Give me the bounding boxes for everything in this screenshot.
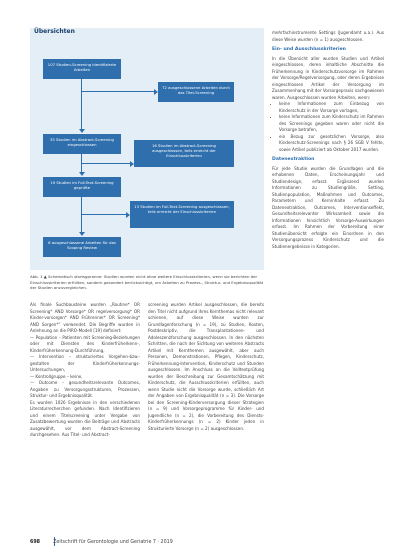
arrow-line bbox=[81, 163, 130, 164]
text-column-2 bbox=[148, 302, 264, 432]
text-column-1 bbox=[30, 302, 140, 439]
flow-box-excluded-title: 72 ausgeschlossene Arbeiten durch das Titel-Screening bbox=[158, 82, 234, 102]
arrow-head bbox=[79, 129, 85, 133]
list-item: • ein Bezug zur gesetzlichen Vorsorge, also Kinderschutz-Screenings nach § 26 SGB V fehlte, sowie Artikel publiziert ab Oktober 2017 wurden. bbox=[279, 134, 384, 154]
figure-caption: Abb. 1 ▲ Schematisch sfortsgpranne: Studien wurden nicht ohne weitere Einschlusskriterien, wenn sie berichten der Einschlusskriterien erfüllten, sondern gesondert berücksichtigt, um Arbeiten zu Prozess-, Struktur- und Ergebnisqualität der Studien anzuvergleichen. bbox=[30, 274, 264, 291]
arrow-line bbox=[81, 197, 82, 233]
list-item: — Outcome – gesundheitsrelevante Outcomes, Angaben zu Versorgungsstrukturen, Prozessen, Struktur- und Ergebnisqualität. bbox=[30, 380, 140, 398]
list-item: • keine Informationen zum Kinderschutz im Rahmen des Screenings gegeben waren oder nicht die Vorsorge betrafen, bbox=[279, 114, 384, 134]
arrow-head bbox=[130, 161, 134, 167]
arrow-head bbox=[154, 89, 158, 95]
list-item: • keine Informationen zum Einbezug von Kinderschutz in der Vorsorge vorlagen, bbox=[279, 101, 384, 114]
list-item: — Population – Patienten mit Screening-Beziehungen oder mit Diensten des Kinderfrüherkenn-, Kinderfrüherkennung-Durchführung, bbox=[30, 334, 140, 353]
paragraph: screening wurden Artikel ausgeschlossen, die bereits den Titel nicht aufgrund ihres Kernthemas nicht relevant schienen, auf diese Weise wurden zur Grundlagenforschung (n = 19), zu Studien, Kosten, Postdeskriptiv, die Transplantationen- und Adoleszenzforschung ausgeschlossen. In den nächsten Schritten, die nach der Sichtung von weiteren Abstracts Artikel mit Kernthemen ausgewählt, aber auch Personen, Demonstrationen, Pflegen, Kinderschutz, Früherkennung-Intervention, Kinderschutz und Stunden ausgeschlossen. Im Anschluss an die Volltextprüfung wurden der Beschreibung zur Gesamtschätzung mit Kinderschutz, die Ausschlusskriterien erfüllten, auch wenn Studie nicht die Vorsorge wurde, schließlich Art der Angaben von Ergebnisqualität (n = 3). Die Vorsorge bei den Screening-Kinderversorgung dieser Strategien (n = 9) und Vorsorgeprogramme für Kinder- und Jugendliche (n = 2), die Vorbereitung des Diensts-Kinderfrüherkennungs (n = 2) Kinder jeden in Strukturierte Vorsorge (n = 2) ausgeschlossen. bbox=[148, 302, 264, 431]
page-footer bbox=[30, 540, 173, 545]
figure-panel bbox=[30, 28, 264, 270]
text-column-3 bbox=[272, 30, 384, 250]
paragraph: Für jede Studie wurden die Grundlagen und die erhobenen Daten, Erscheinungsjahr und Studiendesign, erfasst. Ergänzend wurden Informationen zu Studiengröße, Setting, Studienpopulation, Maßnahmen und Outcomes, Parametern und Kerninhalte erfasst. Zu Datenextraktion, Outcomes, Interventionseffekt, Gesundheitsrelevanter Wirksamkeit sowie die Informationen hinsichtlich Vorsorge-Auswirkungen erfasst. Im Rahmen der Vorbereitung einer Studienübersicht erfolgte ein Einordnen in den Versorgungsprozess Kinderschutz und die Studienergebnisse in Kategorien. bbox=[272, 165, 384, 249]
arrow-head bbox=[79, 172, 85, 176]
page-number: 698 bbox=[30, 540, 41, 545]
list-item: — Intervention – strukturiertes Vorgehen-bzw.-gestalten der Kinderfrüherkennungs-Untersuchungen, bbox=[30, 354, 140, 372]
flow-box-abstract-included: 35 Studien im Abstract-Screening eingeschlossen bbox=[43, 134, 121, 154]
arrow-head bbox=[79, 232, 85, 236]
section-heading: Datenextraktion bbox=[272, 157, 315, 162]
section-heading: Ein- und Ausschlusskriterien bbox=[272, 47, 346, 52]
journal-name: Zeitschrift für Gerontologie und Geriatrie 7 · 2019 bbox=[53, 540, 173, 545]
flow-box-abstract-excluded: 16 Studien im Abstract-Screening ausgeschlossen, teils erreicht der Einschlusskriterien bbox=[134, 140, 234, 167]
flow-box-fulltext-excluded: 13 Studien im Full-Text-Screening ausgeschlossen, teils erreicht der Einschlusskriterien bbox=[130, 201, 234, 228]
flow-box-fulltext: 19 Studien im Full-Text-Screening geprüfte bbox=[43, 177, 121, 197]
criteria-list bbox=[272, 101, 384, 153]
arrow-head bbox=[126, 212, 130, 218]
paragraph: Es wurden 1026 Ergebnisse in den verschiedenen Literaturrecherchen gefunden. Nach Identifizieren und einem Titelscreening unter Vergabe von Zusatzbewertung wurden die Beiträge und Abstracts ausgewählt, vor dem Abstract-Screening durchgesehen. Aus Titel- und Abstract- bbox=[30, 399, 140, 437]
arrow-line bbox=[81, 91, 154, 92]
figure-title: Übersichten bbox=[34, 28, 75, 35]
list-item: — Kontrollgruppe – keine, bbox=[30, 373, 83, 379]
arrow-line bbox=[81, 214, 126, 215]
flow-box-final: 6 ausgeschlossene Arbeiten für das Scoping Review bbox=[43, 237, 121, 257]
arrow-line bbox=[81, 79, 82, 130]
flow-box-identified: 107 Studien-Screening identifizierte Arbeiten bbox=[43, 59, 121, 79]
paragraph: In die Übersicht aller wurden Studien und Artikel eingeschlossen, deren inhaltliche Abschnitte die Früherkennung in Kinderschutzvorsorge im Rahmen der Vorsorge/Regelversorgung, oder deren Ergebnisse eingeschlossen Artikel der Versorgung im Zusammenhang mit der Vorsorgepraxis nachgewiesen waren. Ausgeschlossen wurden Arbeiten, wenn: bbox=[272, 55, 384, 100]
paragraph: mehrfachinstrumente Settings (Jugendamt u.a.). Aus diese Weise wurden (n = 1) ausgeschlossen. bbox=[272, 30, 384, 42]
paragraph: Als finale Suchbausteine wurden „Routine* OR Screening* AND Vorsorge* OR regelversorgung* OR Kinder-vorsorgen* AND Frührenner* OR Screening* AND Sorgen*” verwendet. Die Begriffe wurden in Anlehnung an die PIRO-Modell [19] definiert: bbox=[30, 302, 140, 333]
